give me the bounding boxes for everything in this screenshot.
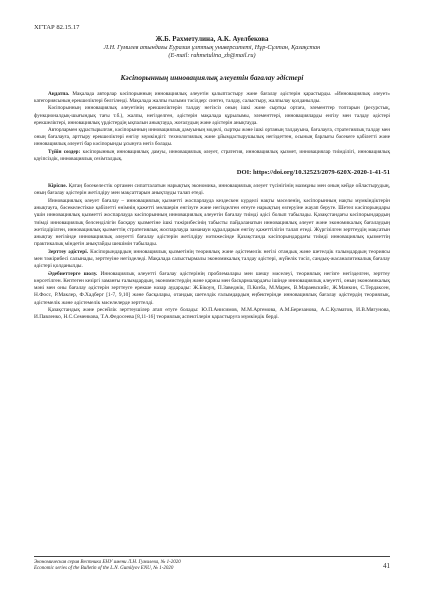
page-number: 41	[383, 562, 390, 570]
paragraph-text: Инновациялық әлеуетті бағалау әдістерінің проблемалары мен шешу мәселеуі, теориялық негізге негізделген, зерттеу көрсетілген. Кептеген кезіргі заманғы ғалымдардың, экономистердің және қаржы мен басқармалардағы ішінде инновациялық әлеуетті, оның экономикалық мәні мен оны бағалау әдістерін зерттеуге ерекше назар аударады: Ж.Бікоуң, П.Заведжік, П.Козба, М.Марек, В.Мараевскийс, Ж.Манкин, С.Тердаксен, Н.Фосс, Р.Маклер, Ф.Хадберг [1-7, 9,10] және басқалары, отандық шетелдік ғалымдардың еңбектерінде инновациялық бағалау әдістердің теориялық, әдістемелік және әдістемелік мәселелерде зерттелді.	[34, 270, 390, 306]
body-paragraph: Қазақстандық және ресейлік зерттеушілер атап өтуге болады: Ю.П.Анисимов, М.М.Артемова, А.М.Березанова, А.С.Кулматов, И.В.Мягунова, И.Павленко, Н.С.Семенкова, Т.А.Федосеева [8,11-16] теориялық аспектілерін қарастыруға мүмкіндік берді.	[34, 307, 390, 321]
doi-link[interactable]: DOI: https://doi.org/10.32523/2079-620X-2020-1-41-51	[236, 169, 390, 177]
paragraph-text: Кәсіпорындардың инновациялық қызметінің теориялық және әдістемелік негізі отандық және шетелдік ғалымдардың теориясы мен тәжірибесі салынады, зерттеуіне негізделеді. Мақалада салыстырмалы экономикалық талдау әдістері, жүйелік тәсіл, сандық-жасаналитикалық бағалау әдістері қолданылды.	[34, 248, 390, 270]
page-footer	[34, 556, 390, 573]
article-title: Кәсіпорынның инновациялық әлеуетін бағалау әдістері	[120, 73, 304, 82]
keywords-label: Түйін сөздер:	[48, 148, 81, 155]
authors: Ж.Б. Рахметулина, А.К. Ауелбекова	[155, 35, 269, 43]
irsti-code: ХГТАР 82.15.17	[34, 24, 80, 31]
abstract-paragraph: Кәсіпорынның инновациялық әлеуетінің ерекшеліктерін талдау негізсіз оның ішкі және сыртқы ортаға, элементтер топтарын (ресурстық, функционалдық-шығындық тағы т.б.), жалпы, негізделген, әдістерін мақалада құрылымы, элементтері, инновацияларды енгізу мен талдау әдістері ерекшеліктері, инновациялық үрдістердің ықпалын анықтауда, жоғалудың және әдістерін анықтауда.	[34, 105, 390, 126]
body-paragraph	[34, 249, 390, 271]
section-label: Кіріспе.	[48, 183, 67, 190]
keywords	[34, 149, 390, 163]
body-paragraph	[34, 183, 390, 198]
abstract-text: Мақалада авторлар кәсіпорынның инновациялық әлеуетін қалыптастыру және бағалау әдістерін қарастырды. «Инновациялық әлеует» категориясының ерекшеліктері белгіленді. Мақалада жалпы ғылыми тәсілдер: синтез, талдау, салыстыру, жалпылау қолданылды.	[34, 91, 390, 105]
abstract-paragraph	[34, 91, 390, 105]
section-label: Зерттеу әдістері.	[48, 248, 89, 255]
section-label: Әдебиеттерге шолу.	[48, 270, 98, 277]
abstract	[34, 91, 390, 163]
journal-name-kz: Экономическая серия Вестника ЕНУ имени Л.Н. Гумилева, № 1-2020	[34, 560, 181, 565]
affiliation	[34, 44, 390, 60]
journal-name-en: Economic series of the Bulletin of the L.N. Gumilyov ENU, № 1-2020	[34, 566, 174, 572]
body-paragraph	[34, 271, 390, 307]
affiliation-line: Л.Н. Гумилев атындағы Еуразия ұлттық университеті, Нұр-Сұлтан, Қазақстан	[103, 44, 321, 51]
paragraph-text: Қатаң бәсекелестік ортамен сипатталатын нарықтық экономика, инновациялық әлеует түсінігінің мазмұны мен оның кейде ойластырудың, оның бағалау әдістерін жетілдіру мен мақсаттарын анықтауды талап етеді.	[34, 183, 390, 197]
abstract-paragraph: Авторлармен құрастырылған, кәсіпорынның инновациялық дамуының моделі, сыртқы және ішкі ортаның талдауына, бағалауға, стратегиялық талдау мен оның бағалауға, арттыру ерекшеліктері енгізу мүмкіндігі: технологиялық және ұйымдастырушылық негіздеттен, осының барлығы бәсекеге қабілетті және инновациялық әлеуеті бар кәсіпорынды ұсынуға негіз болады.	[34, 127, 390, 148]
author-email: (E-mail: rahmetulina_zh@mail.ru)	[168, 52, 256, 59]
body-paragraph: Инновациялық әлеует бағалау – инновациялық қызметті жоспарлауда кездескен күрделі нақты мәселенің, кәсіпорынның нақты мүмкіндіктерін анықтауға, бәсекелестікке қабілетті өнімнің қажетті мөлшерін енгізуге және негізделген өтеуге нарықтың өзгеруіне жауап беруге. Шетел кәсіпорындары үшін инновациялық қызметті жоспарлауда кәсіпорынның инновациялық әлеуетін бағалау тиімді әдісі болып табылады. Қазақстандағы кәсіпорындардың тиімді инновациялық белсенділігін басқару қызметіне ішкі тәжірибесінің табысты пайдаланатын инновациялық әлеует және экономикалық бағалаудың жетілдірілген, инновациялық қызметтің стратегиялық жоспарлауда заманауи құралдарын енгізу қажеттілігін талап етеді. Жүргізілген зерттеудің мақсатын анықтау негізінде инновациялық әлеуетті бағалау әдістерін жетілдіру нәтижесінде Қазақстанда кәсіпорындардағы тиімді инновациялық қызметтің практикалық міндетін анықтайды шешімін табылады.	[34, 197, 390, 248]
article-body	[34, 183, 390, 322]
abstract-label: Аңдатпа.	[48, 91, 70, 97]
keywords-text: кәсіпорынның инновациялық дамуы, инновациялық әлеует, стратегия, инновациялық қызмет, инновациялар тиімділігі, инновациялық қауіпсіздік, инновациялық сезімталдық.	[34, 148, 391, 162]
